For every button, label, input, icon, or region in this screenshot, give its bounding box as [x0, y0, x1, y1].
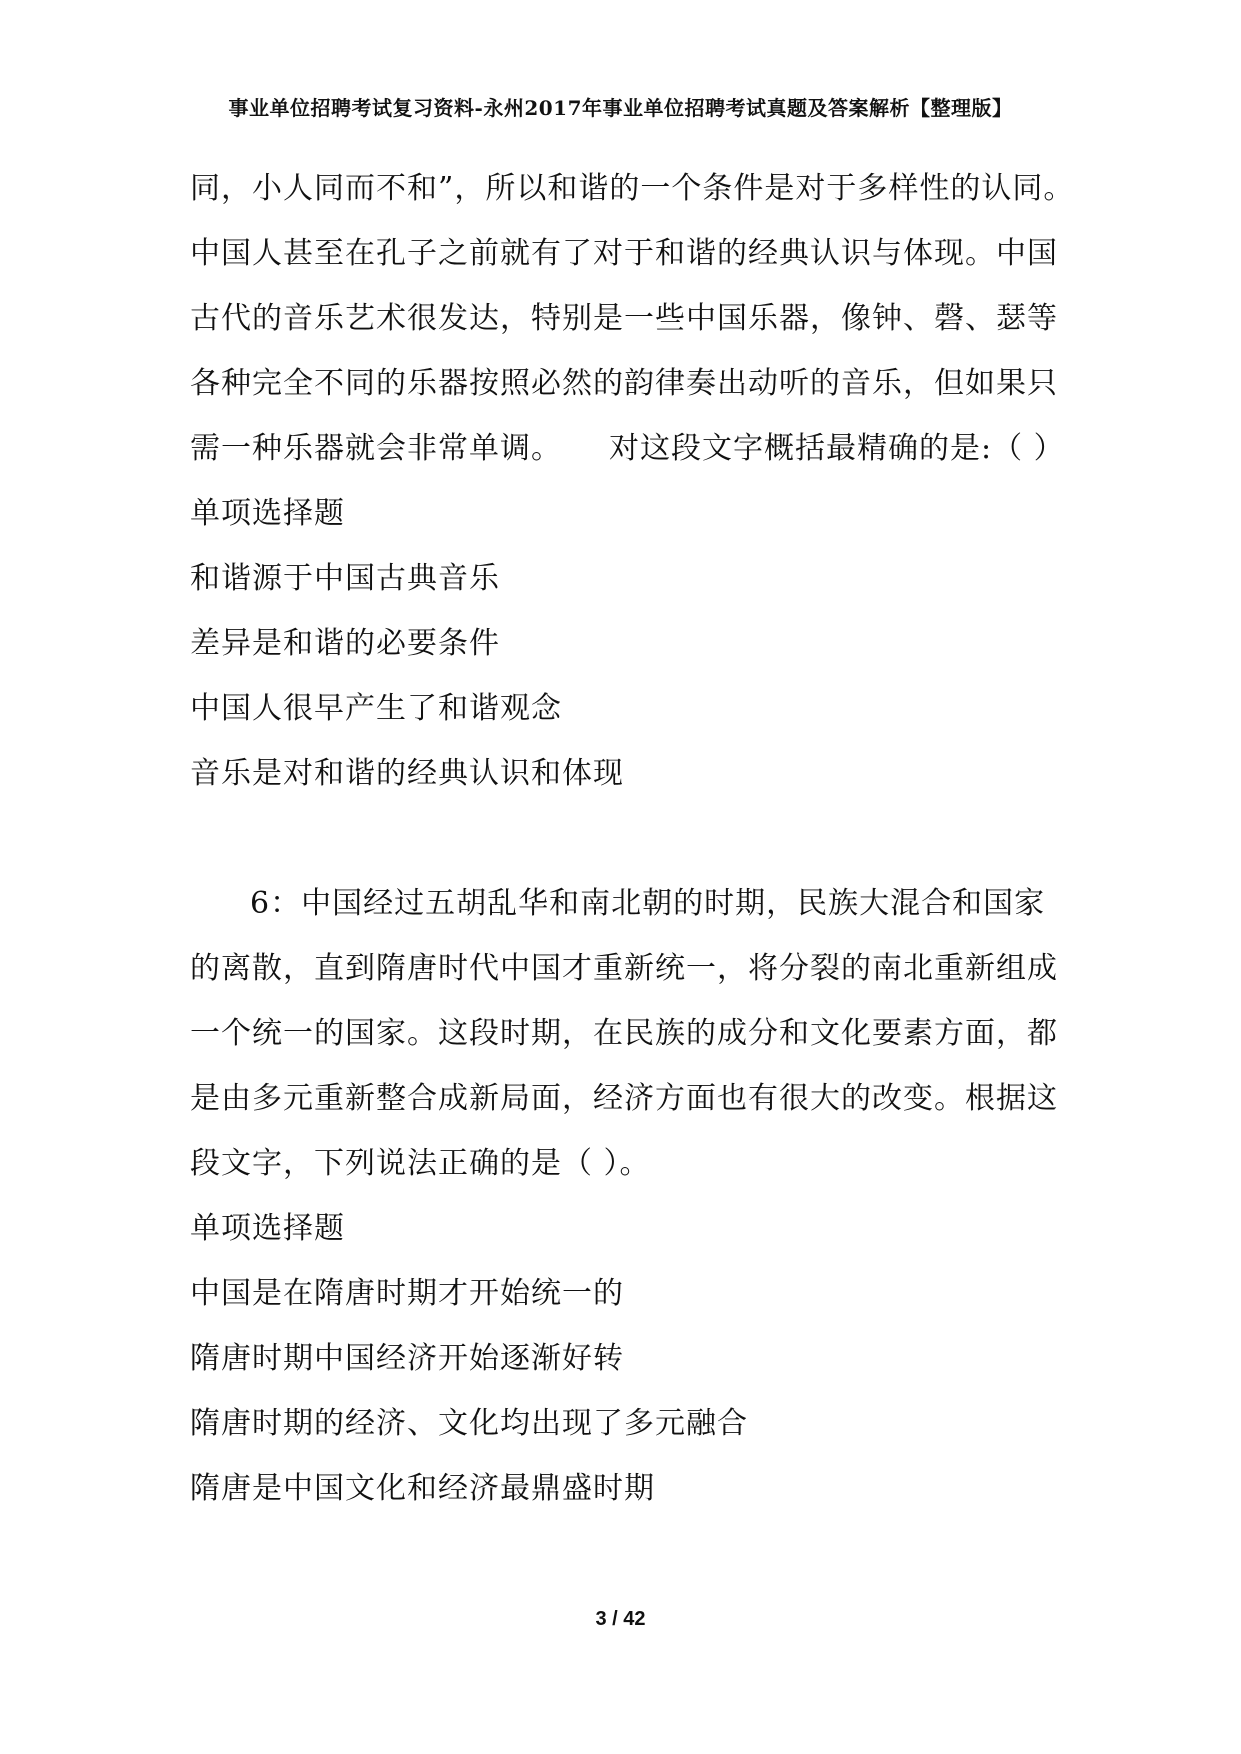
passage-line: 中国人甚至在孔子之前就有了对于和谐的经典认识与体现。中国 — [190, 236, 1058, 271]
page-header: 事业单位招聘考试复习资料-永州2017年事业单位招聘考试真题及答案解析【整理版】 — [228, 96, 1013, 120]
section-spacer — [190, 806, 1070, 871]
answer-option: 隋唐时期的经济、文化均出现了多元融合 — [190, 1406, 748, 1441]
passage-line: 段文字，下列说法正确的是（ ）。 — [190, 1146, 651, 1181]
answer-option: 中国是在隋唐时期才开始统一的 — [190, 1276, 624, 1311]
answer-option: 隋唐是中国文化和经济最鼎盛时期 — [190, 1471, 655, 1506]
passage-line: 古代的音乐艺术很发达，特别是一些中国乐器，像钟、磬、瑟等 — [190, 301, 1058, 336]
question-5-options — [190, 546, 1070, 806]
passage-line: 同，小人同而不和”，所以和谐的一个条件是对于多样性的认同。 — [190, 171, 1075, 206]
passage-line: 各种完全不同的乐器按照必然的韵律奏出动听的音乐，但如果只 — [190, 366, 1058, 401]
answer-option: 隋唐时期中国经济开始逐渐好转 — [190, 1341, 624, 1376]
passage-line: 一个统一的国家。这段时期，在民族的成分和文化要素方面，都 — [190, 1016, 1058, 1051]
answer-option: 中国人很早产生了和谐观念 — [190, 691, 562, 726]
question-type-label: 单项选择题 — [190, 1211, 345, 1246]
question-5-passage — [190, 156, 1075, 481]
passage-line: 需一种乐器就会非常单调。 对这段文字概括最精确的是:（ ） — [190, 431, 1065, 466]
document-body — [190, 156, 1075, 1521]
question-type-label: 单项选择题 — [190, 496, 345, 531]
passage-line: 是由多元重新整合成新局面，经济方面也有很大的改变。根据这 — [190, 1081, 1058, 1116]
question-6-passage — [190, 871, 1070, 1196]
page-number: 3 / 42 — [595, 1608, 646, 1630]
answer-option: 音乐是对和谐的经典认识和体现 — [190, 756, 624, 791]
question-6-options — [190, 1261, 1070, 1521]
passage-line: 的离散，直到隋唐时代中国才重新统一，将分裂的南北重新组成 — [190, 951, 1058, 986]
passage-line: 6：中国经过五胡乱华和南北朝的时期，民族大混合和国家 — [250, 886, 1046, 921]
answer-option: 差异是和谐的必要条件 — [190, 626, 500, 661]
answer-option: 和谐源于中国古典音乐 — [190, 561, 500, 596]
